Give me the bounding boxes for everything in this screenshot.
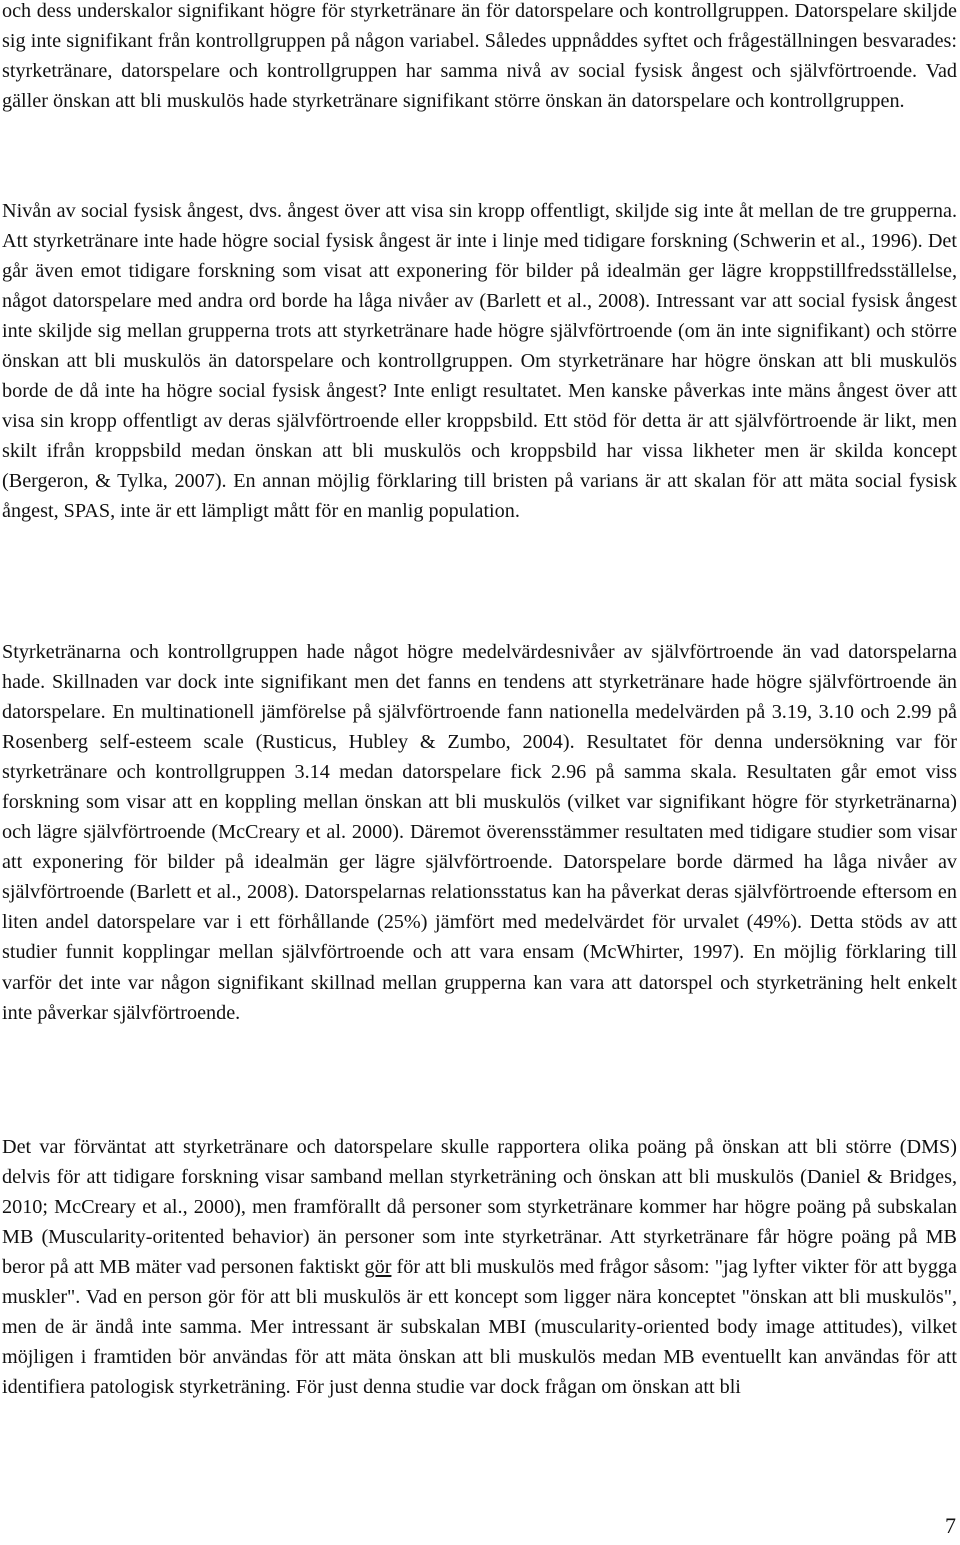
paragraph-3: Styrketränarna och kontrollgruppen hade något högre medelvärdesnivåer av självförtroende än vad datorspelarna hade. Skillnaden var dock inte signifikant men det fanns en tendens att styrketränare hade högre självförtroende än datorspelare. En multinationell jämförelse på självförtroende fann nationella medelvärden på 3.19, 3.10 och 2.99 på Rosenberg self-esteem scale (Rusticus, Hubley & Zumbo, 2004). Resultatet för denna undersökning var för styrketränare och kontrollgruppen 3.14 medan datorspelare fick 2.96 på samma skala. Resultaten går emot viss forskning som visar att en koppling mellan önskan att bli muskulös (vilket var signifikant högre för styrketränarna) och lägre självförtroende (McCreary et al. 2000). Däremot överensstämmer resultaten med tidigare studier som visar att exponering för bilder på idealmän ger lägre självförtroende. Datorspelare borde därmed ha låga nivåer av självförtroende (Barlett et al., 2008). Datorspelarnas relationsstatus kan ha påverkat deras självförtroende eftersom en liten andel datorspelare var i ett förhållande (25%) jämfört med medelvärdet för urvalet (49%). Detta stöds av att studier funnit kopplingar mellan självförtroende och att vara ensam (McWhirter, 1997). En möjlig förklaring till varför det inte var någon signifikant skillnad mellan grupperna kan vara att datorspel och styrketräning helt enkelt inte påverkar självförtroende.	[2, 641, 957, 1024]
underlined-word: gör	[364, 1256, 392, 1279]
paragraph-4	[2, 1132, 957, 1402]
paragraph-4-part-2: för att bli muskulös med frågor såsom: "jag lyfter vikter för att bygga muskler". Vad en person gör för att bli muskulös är ett koncept som ligger nära konceptet "önskan att bli muskulös", men de är ändå inte samma. Mer intressant är subskalan MBI (muscularity-oriented body image attitudes), vilket möjligen i framtiden bör användas för att mäta önskan att bli muskulös medan MB eventuellt kan användas för att identifiera patologisk styrketräning. För just denna studie var dock frågan om önskan att bli	[2, 1256, 957, 1399]
paragraph-4-part-1: Det var förväntat att styrketränare och datorspelare skulle rapportera olika poäng på önskan att bli större (DMS) delvis för att tidigare forskning visar samband mellan styrketräning och önskan att bli muskulös (Daniel & Bridges, 2010; McCreary et al., 2000), men framförallt då personer som styrketränare kommer har högre poäng på subskalan MB (Muscularity-oritented behavior) än personer som inte styrketränar. Att styrketränare får högre poäng på MB beror på att MB mäter vad personen faktiskt	[2, 1136, 957, 1279]
page-number: 7	[945, 1513, 956, 1538]
paragraph-2: Nivån av social fysisk ångest, dvs. ångest över att visa sin kropp offentligt, skiljde sig inte åt mellan de tre grupperna. Att styrketränare inte hade högre social fysisk ångest är inte i linje med tidigare forskning (Schwerin et al., 1996). Det går även emot tidigare forskning som visat att exponering för bilder på idealmän ger lägre kroppstillfredsställelse, något datorspelare med andra ord borde ha låga nivåer av (Barlett et al., 2008). Intressant var att social fysisk ångest inte skiljde sig mellan grupperna trots att styrketränare hade högre självförtroende (om än inte signifikant) och större önskan att bli muskulös än datorspelare och kontrollgruppen. Om styrketränare har högre önskan att bli muskulös borde de då inte ha högre social fysisk ångest? Inte enligt resultatet. Men kanske påverkas inte mäns ångest över att visa sin kropp offentligt av deras självförtroende eller kroppsbild. Ett stöd för detta är att självförtroende är likt, men skilt ifrån kroppsbild medan önskan att bli muskulös och kroppsbild har vissa likheter men är skilda koncept (Bergeron, & Tylka, 2007). En annan möjlig förklaring till bristen på varians är att skalan för att mäta social fysisk ångest, SPAS, inte är ett lämpligt mått för en manlig population.	[2, 200, 957, 523]
paragraph-1: och dess underskalor signifikant högre för styrketränare än för datorspelare och kontrollgruppen. Datorspelare skiljde sig inte signifikant från kontrollgruppen på någon variabel. Således uppnåddes syftet och frågeställningen besvarades: styrketränare, datorspelare och kontrollgruppen har samma nivå av social fysisk ångest och självförtroende. Vad gäller önskan att bli muskulös hade styrketränare signifikant större önskan än datorspelare och kontrollgruppen.	[2, 0, 957, 113]
